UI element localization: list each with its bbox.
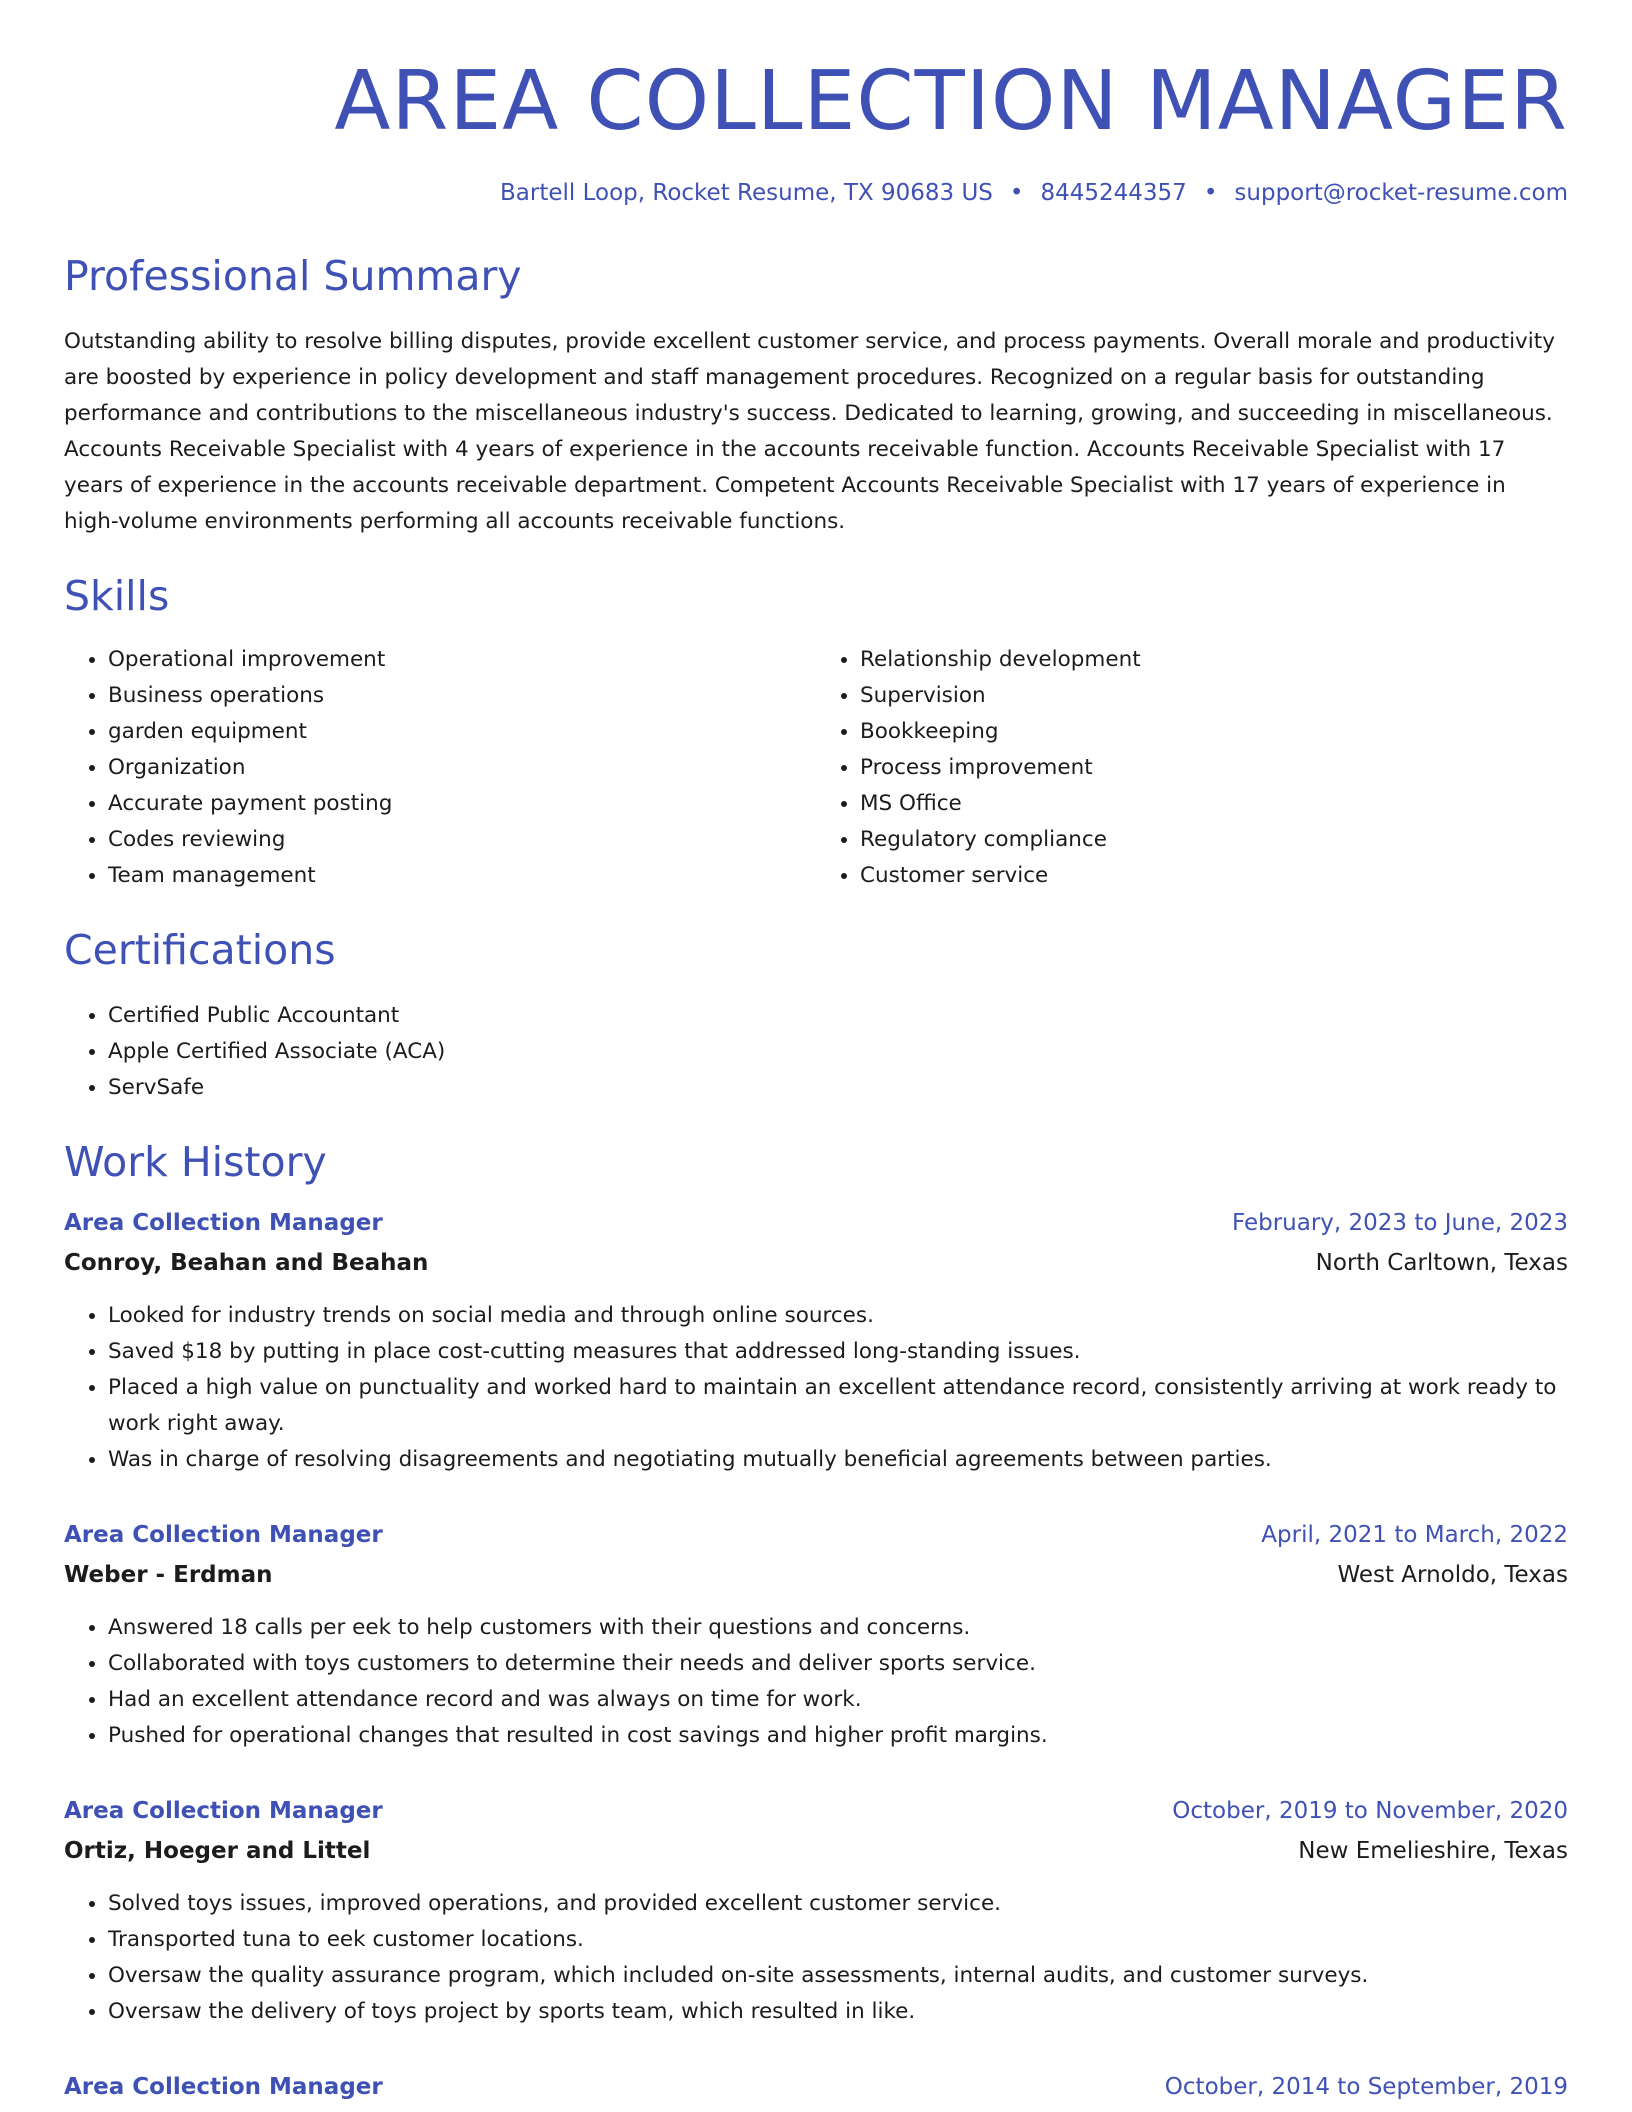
skills-list-right xyxy=(816,642,1568,894)
skills-columns xyxy=(64,642,1568,894)
job-entry xyxy=(64,1520,1568,1754)
job-entry xyxy=(64,2072,1568,2102)
job-bullet: • Placed a high value on punctuality and worked hard to maintain an excellent attendance record, consistently arriving at work ready to work right away. xyxy=(108,1370,1568,1442)
job-bullets xyxy=(64,1298,1568,1478)
job-bullets xyxy=(64,1610,1568,1754)
contact-separator: • xyxy=(1203,180,1218,206)
contact-phone: 8445244357 xyxy=(1040,180,1187,206)
resume-page xyxy=(64,0,1568,2102)
skill-item: • Bookkeeping xyxy=(860,714,1568,750)
job-entry xyxy=(64,1796,1568,2030)
contact-separator: • xyxy=(1009,180,1024,206)
skill-item: • Relationship development xyxy=(860,642,1568,678)
skill-item: • Codes reviewing xyxy=(108,822,816,858)
job-location: New Emelieshire, Texas xyxy=(1298,1838,1568,1864)
certifications-heading: Certifications xyxy=(64,926,336,974)
skill-item: • Operational improvement xyxy=(108,642,816,678)
skill-item: • Organization xyxy=(108,750,816,786)
skill-item: • Business operations xyxy=(108,678,816,714)
summary-text: Outstanding ability to resolve billing disputes, provide excellent customer service, and process payments. Overall morale and productivity are boosted by experience in policy development and staff management procedures. Recognized on a regular basis for outstanding performance and contributions to the miscellaneous industry's success. Dedicated to learning, growing, and succeeding in miscellaneous. Accounts Receivable Specialist with 4 years of experience in the accounts receivable function. Accounts Receivable Specialist with 17 years of experience in the accounts receivable department. Competent Accounts Receivable Specialist with 17 years of experience in high-volume environments performing all accounts receivable functions. xyxy=(64,329,1555,534)
job-bullet: • Had an excellent attendance record and was always on time for work. xyxy=(108,1682,1568,1718)
skill-item: • garden equipment xyxy=(108,714,816,750)
job-company: Conroy, Beahan and Beahan xyxy=(64,1250,429,1276)
certification-item: • Apple Certified Associate (ACA) xyxy=(108,1034,1568,1070)
job-subheader xyxy=(64,1560,1568,1590)
job-entry xyxy=(64,1208,1568,1478)
skills-heading: Skills xyxy=(64,572,170,620)
job-location: West Arnoldo, Texas xyxy=(1337,1562,1568,1588)
job-header xyxy=(64,1208,1568,1238)
job-bullet: • Was in charge of resolving disagreements and negotiating mutually beneficial agreements between parties. xyxy=(108,1442,1568,1478)
summary-heading: Professional Summary xyxy=(64,252,522,300)
job-company: Weber - Erdman xyxy=(64,1562,273,1588)
job-bullet: • Transported tuna to eek customer locations. xyxy=(108,1922,1568,1958)
job-dates: February, 2023 to June, 2023 xyxy=(1231,1210,1568,1236)
skill-item: • MS Office xyxy=(860,786,1568,822)
job-title: Area Collection Manager xyxy=(64,1522,383,1548)
certification-item: • ServSafe xyxy=(108,1070,1568,1106)
job-title: Area Collection Manager xyxy=(64,2074,383,2100)
job-company: Ortiz, Hoeger and Littel xyxy=(64,1838,371,1864)
job-bullet: • Saved $18 by putting in place cost-cutting measures that addressed long-standing issues. xyxy=(108,1334,1568,1370)
job-bullet: • Solved toys issues, improved operations, and provided excellent customer service. xyxy=(108,1886,1568,1922)
contact-line xyxy=(64,178,1568,208)
job-dates: October, 2019 to November, 2020 xyxy=(1172,1798,1568,1824)
skill-item: • Team management xyxy=(108,858,816,894)
contact-email[interactable]: support@rocket-resume.com xyxy=(1234,180,1568,206)
skill-item: • Accurate payment posting xyxy=(108,786,816,822)
skill-item: • Supervision xyxy=(860,678,1568,714)
certifications-list xyxy=(64,998,1568,1106)
job-bullet: • Oversaw the delivery of toys project by sports team, which resulted in like. xyxy=(108,1994,1568,2030)
job-bullet: • Pushed for operational changes that resulted in cost savings and higher profit margins. xyxy=(108,1718,1568,1754)
job-location: North Carltown, Texas xyxy=(1315,1250,1568,1276)
certification-item: • Certified Public Accountant xyxy=(108,998,1568,1034)
job-subheader xyxy=(64,1248,1568,1278)
job-title: Area Collection Manager xyxy=(64,1798,383,1824)
job-bullet: • Collaborated with toys customers to determine their needs and deliver sports service. xyxy=(108,1646,1568,1682)
job-header xyxy=(64,1520,1568,1550)
job-dates: October, 2014 to September, 2019 xyxy=(1164,2074,1568,2100)
work-history-heading: Work History xyxy=(64,1138,327,1186)
job-bullets xyxy=(64,1886,1568,2030)
job-title: Area Collection Manager xyxy=(64,1210,383,1236)
job-bullet: • Answered 18 calls per eek to help customers with their questions and concerns. xyxy=(108,1610,1568,1646)
job-bullet: • Oversaw the quality assurance program, which included on-site assessments, internal audits, and customer surveys. xyxy=(108,1958,1568,1994)
job-header xyxy=(64,1796,1568,1826)
job-header xyxy=(64,2072,1568,2102)
job-bullet: • Looked for industry trends on social media and through online sources. xyxy=(108,1298,1568,1334)
job-dates: April, 2021 to March, 2022 xyxy=(1261,1522,1568,1548)
skills-list-left xyxy=(64,642,816,894)
skill-item: • Regulatory compliance xyxy=(860,822,1568,858)
resume-title: AREA COLLECTION MANAGER xyxy=(334,54,1568,149)
skill-item: • Process improvement xyxy=(860,750,1568,786)
job-subheader xyxy=(64,1836,1568,1866)
skill-item: • Customer service xyxy=(860,858,1568,894)
contact-address: Bartell Loop, Rocket Resume, TX 90683 US xyxy=(500,180,993,206)
